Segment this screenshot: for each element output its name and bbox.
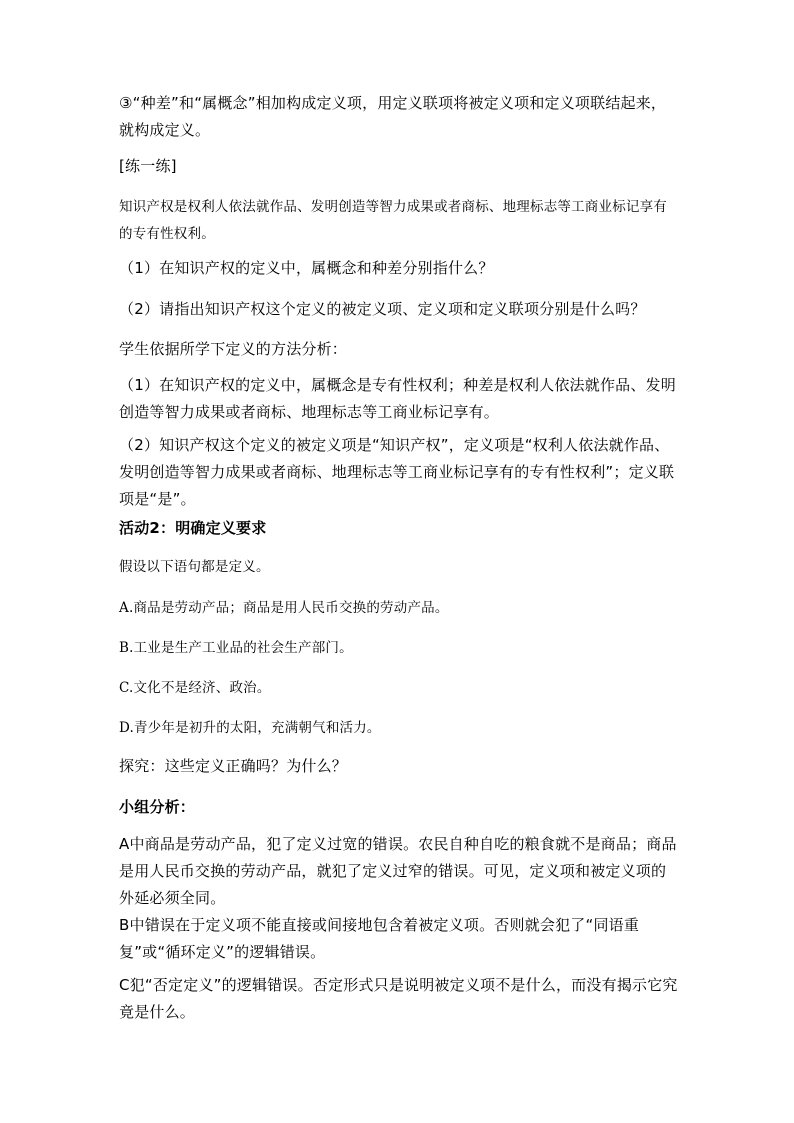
paragraph-ip-definition: 知识产权是权利人依法就作品、发明创造等智力成果或者商标、地理标志等工商业标记享有的专有性权利。 [119,199,667,242]
paragraph-inquiry: 探究：这些定义正确吗？为什么？ [119,757,348,775]
analysis-b: B中错误在于定义项不能直接或间接地包含着被定义项。否则就会犯了“同语重复”或“循环定义”的逻辑错误。 [119,916,640,961]
analysis-c: C犯“否定定义”的逻辑错误。否定形式只是说明被定义项不是什么，而没有揭示它究竟是什么。 [119,976,678,1021]
answer-2: （2）知识产权这个定义的被定义项是“知识产权”，定义项是“权利人依法就作品、发明创造等智力成果或者商标、地理标志等工商业标记享有的专有性权利”；定义联项是“是”。 [119,436,675,508]
heading-practice: [练一练] [119,157,177,175]
heading-group-analysis: 小组分析： [119,798,196,816]
statement-d: D.青少年是初升的太阳，充满朝气和活力。 [119,720,381,736]
statement-b: B.工业是生产工业品的社会生产部门。 [119,640,353,656]
heading-activity-2: 活动2：明确定义要求 [119,519,267,537]
statement-a: A.商品是劳动产品；商品是用人民币交换的劳动产品。 [119,600,449,616]
paragraph-student-analysis: 学生依据所学下定义的方法分析： [119,340,348,358]
paragraph-assumption: 假设以下语句都是定义。 [119,559,270,575]
analysis-a: A中商品是劳动产品，犯了定义过宽的错误。农民自种自吃的粮食就不是商品；商品是用人民币交换的劳动产品，就犯了定义过窄的错误。可见，定义项和被定义项的外延必须全同。 [119,835,677,907]
statement-c: C.文化不是经济、政治。 [119,680,271,696]
question-2: （2）请指出知识产权这个定义的被定义项、定义项和定义联项分别是什么吗？ [119,300,646,318]
paragraph-definition-composition: ③“种差”和“属概念”相加构成定义项，用定义联项将被定义项和定义项联结起来，就构成定义。 [119,94,667,139]
question-1: （1）在知识产权的定义中，属概念和种差分别指什么？ [119,259,494,277]
answer-1: （1）在知识产权的定义中，属概念是专有性权利；种差是权利人依法就作品、发明创造等智力成果或者商标、地理标志等工商业标记享有。 [119,376,676,421]
